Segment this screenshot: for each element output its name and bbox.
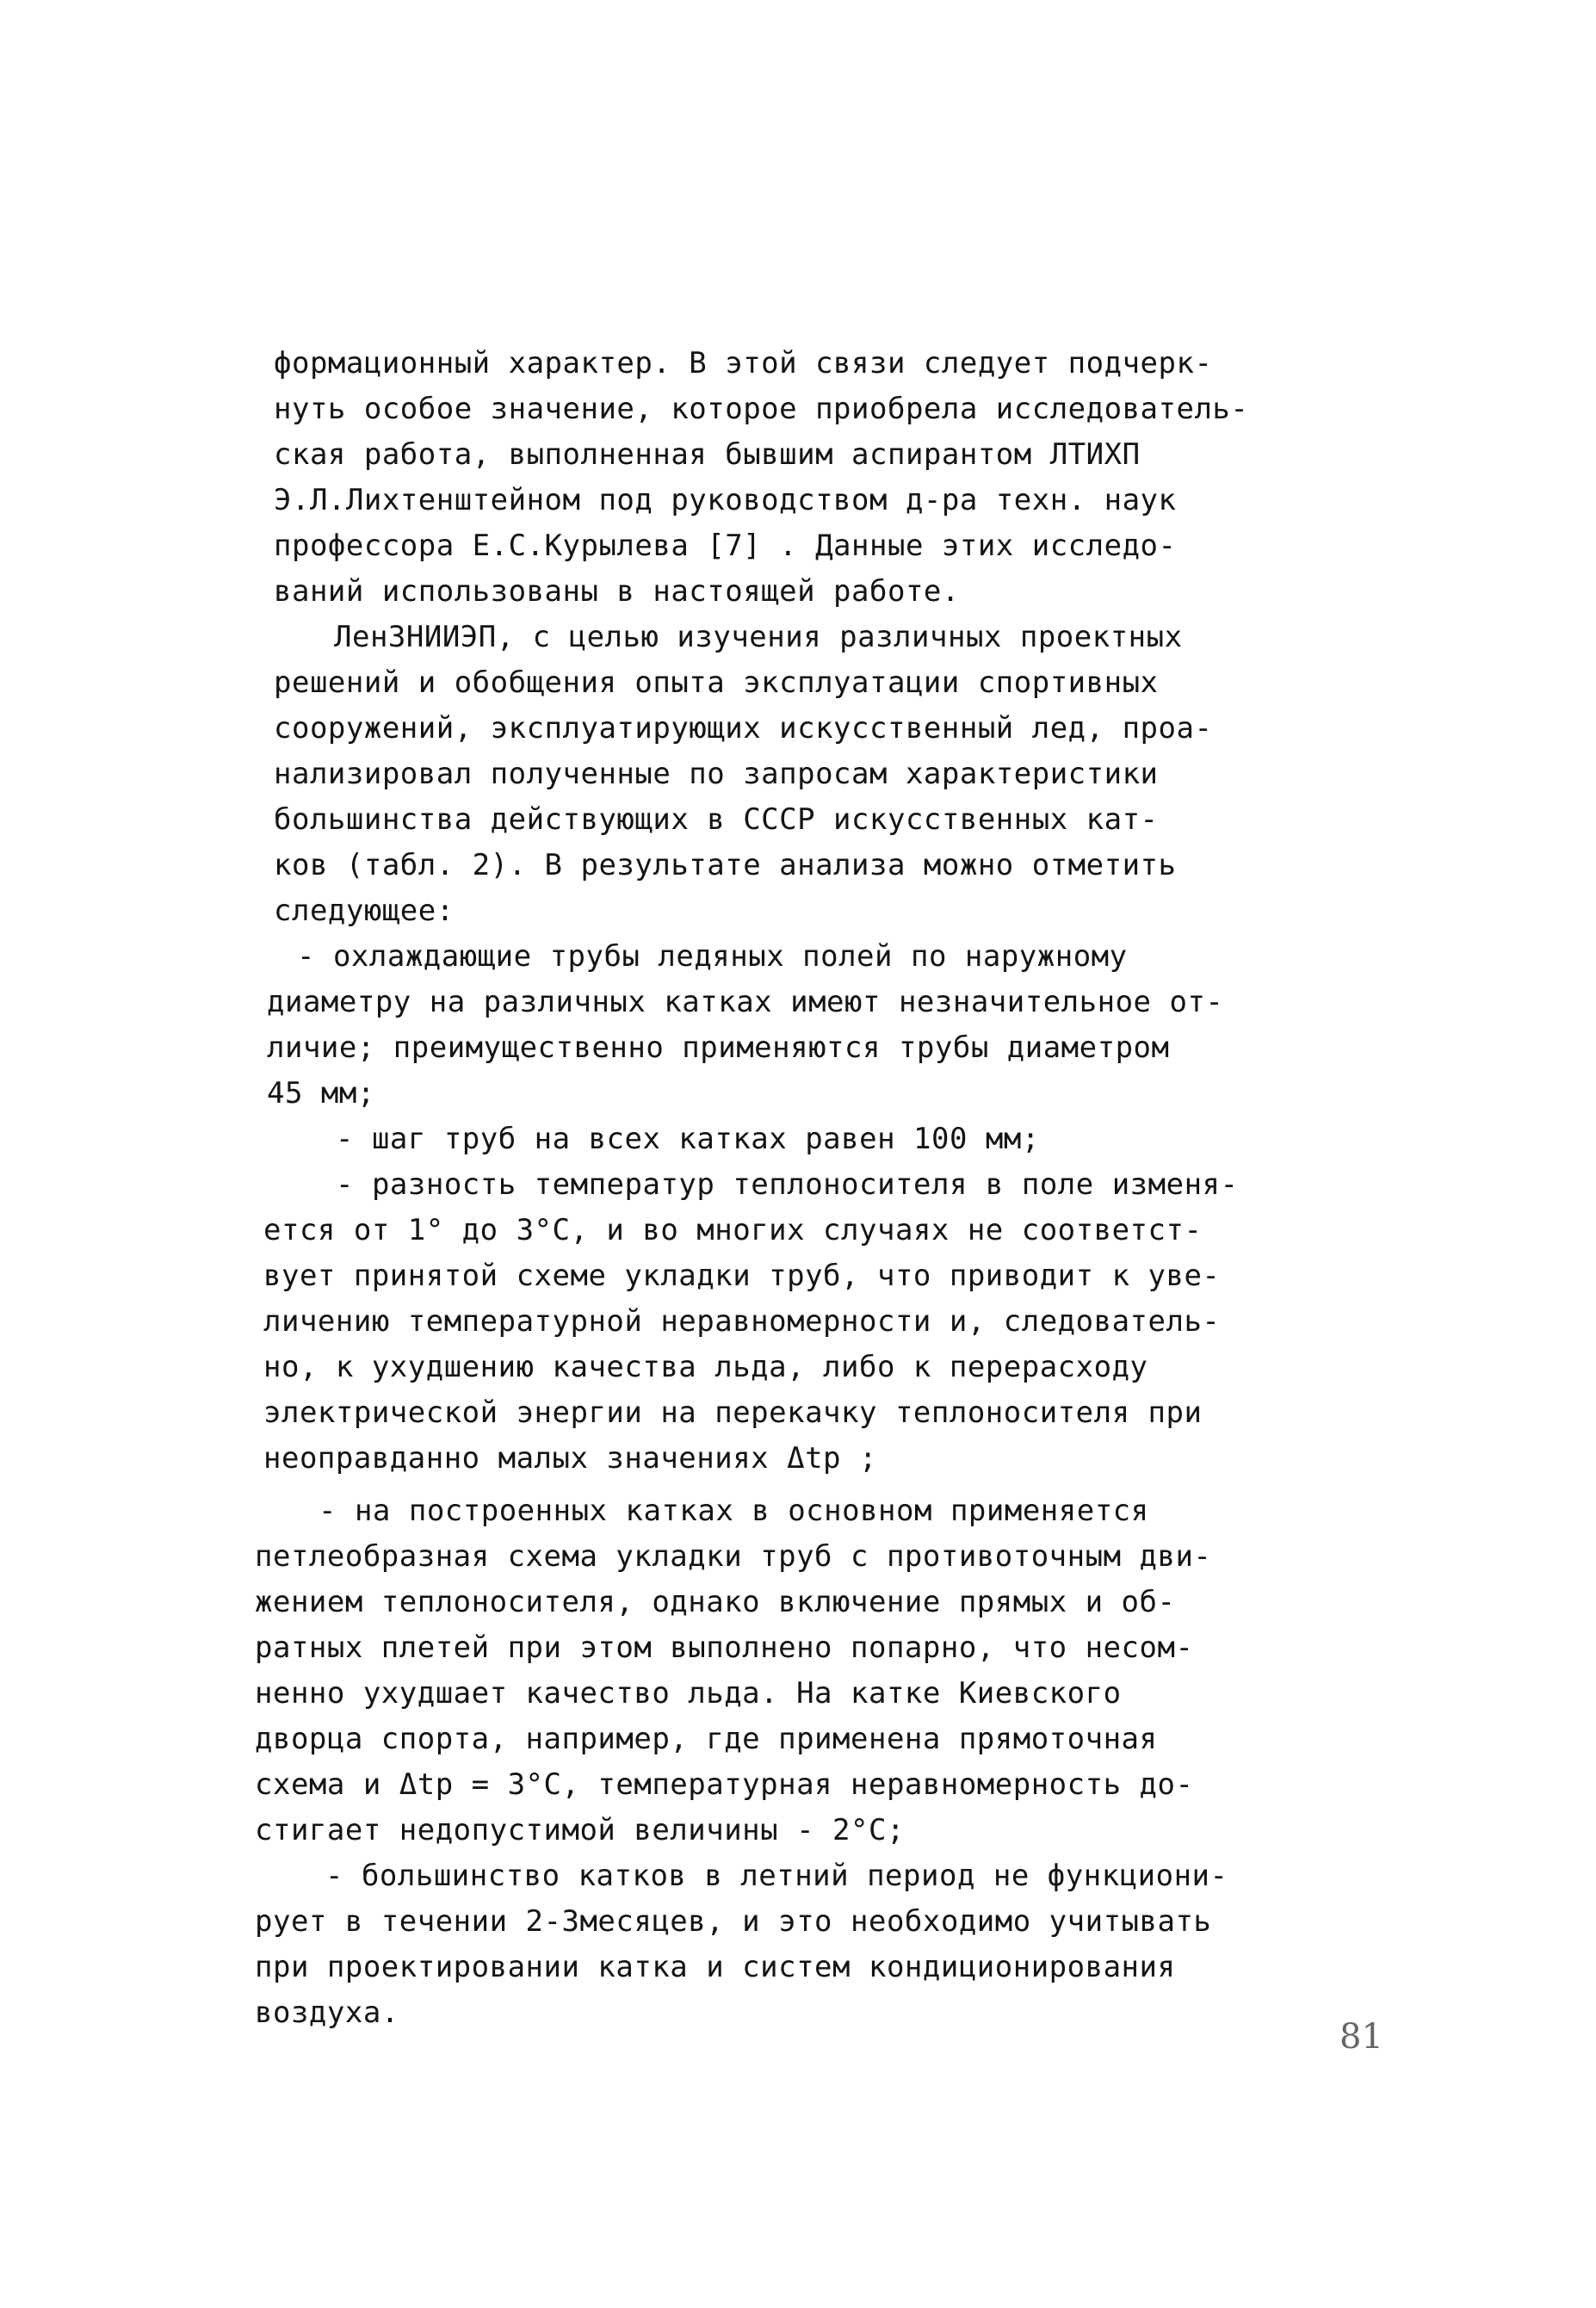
text-line: - разность температур теплоносителя в поле изменя- <box>336 1167 1239 1202</box>
text-line: - на построенных катках в основном применяется <box>319 1494 1149 1528</box>
text-line: нуть особое значение, которое приобрела исследователь- <box>274 392 1249 426</box>
text-line: ненно ухудшает качество льда. На катке Киевского <box>255 1676 1122 1711</box>
text-line: ская работа, выполненная бывшим аспирантом ЛТИХП <box>274 437 1141 472</box>
text-line: - шаг труб на всех катках равен 100 мм; <box>336 1122 1040 1156</box>
text-line: рует в течении 2-3месяцев, и это необходимо учитывать <box>255 1904 1212 1939</box>
text-line: ков (табл. 2). В результате анализа можно отметить <box>274 848 1177 882</box>
text-line: стигает недопустимой величины - 2°С; <box>255 1813 905 1847</box>
text-line: воздуха. <box>255 1996 399 2030</box>
text-line: ваний использованы в настоящей работе. <box>274 574 960 609</box>
text-line: при проектировании катка и систем кондиционирования <box>255 1950 1176 1984</box>
text-line: ЛенЗНИИЭП, с целью изучения различных проектных <box>334 620 1183 654</box>
text-line: - большинство катков в летний период не функциони- <box>325 1859 1228 1893</box>
text-line: следующее: <box>274 894 455 928</box>
text-line: 45 мм; <box>267 1076 375 1111</box>
text-line: решений и обобщения опыта эксплуатации спортивных <box>274 665 1159 700</box>
text-line: диаметру на различных катках имеют незначительное от- <box>267 985 1224 1019</box>
text-line: вует принятой схеме укладки труб, что приводит к уве- <box>263 1259 1221 1293</box>
text-line: личие; преимущественно применяются трубы диаметром <box>267 1030 1170 1065</box>
text-line: дворца спорта, например, где применена прямоточная <box>255 1722 1158 1756</box>
text-line: - охлаждающие трубы ледяных полей по наружному <box>297 939 1128 974</box>
text-line: петлеобразная схема укладки труб с противоточным дви- <box>255 1539 1212 1574</box>
text-line: личению температурной неравномерности и, следователь- <box>263 1304 1221 1339</box>
text-line: профессора Е.С.Курылева [7] . Данные этих исследо- <box>274 529 1177 563</box>
text-line: большинства действующих в СССР искусственных кат- <box>274 802 1159 837</box>
text-line: электрической энергии на перекачку теплоносителя при <box>263 1395 1203 1430</box>
text-line: неоправданно малых значениях Δtp ; <box>263 1441 877 1476</box>
text-line: но, к ухудшению качества льда, либо к перерасходу <box>263 1350 1148 1384</box>
text-line: сооружений, эксплуатирующих искусственный лед, проа- <box>274 711 1213 746</box>
page-number: 81 <box>1339 2017 1383 2057</box>
text-line: Э.Л.Лихтенштейном под руководством д-ра техн. наук <box>274 483 1177 517</box>
text-line: схема и Δtp = 3°С, температурная неравномерность до- <box>255 1767 1194 1802</box>
text-line: ратных плетей при этом выполнено попарно, что несом- <box>255 1630 1194 1665</box>
text-line: жением теплоносителя, однако включение прямых и об- <box>255 1585 1176 1619</box>
text-line: ется от 1° до 3°С, и во многих случаях не соответст- <box>263 1213 1203 1247</box>
text-line: формационный характер. В этой связи следует подчерк- <box>274 346 1213 381</box>
text-line: нализировал полученные по запросам характеристики <box>274 757 1159 791</box>
